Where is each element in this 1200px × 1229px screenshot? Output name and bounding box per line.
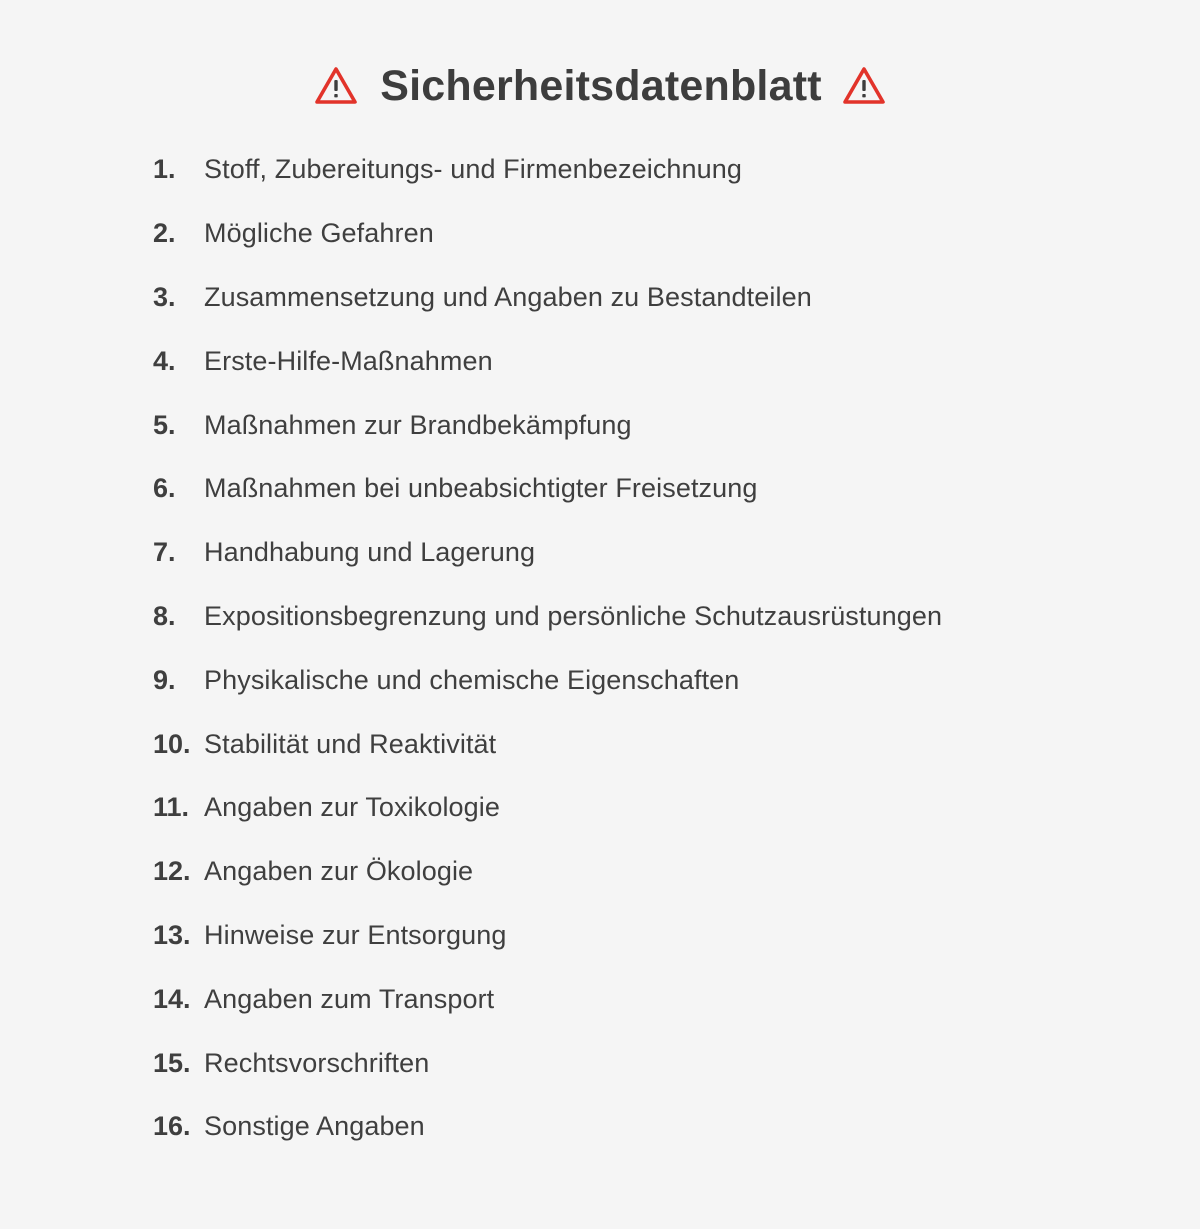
section-label: Maßnahmen zur Brandbekämpfung: [204, 409, 632, 440]
section-number: 3.: [153, 281, 176, 312]
section-label: Handhabung und Lagerung: [204, 537, 536, 568]
section-item-4: [153, 329, 942, 393]
section-item-13: [153, 904, 942, 968]
section-number: 1.: [153, 154, 176, 185]
warning-triangle-icon: [842, 66, 886, 106]
section-label: Expositionsbegrenzung und persönliche Schutzausrüstungen: [204, 600, 943, 631]
section-label: Maßnahmen bei unbeabsichtigter Freisetzung: [204, 473, 758, 504]
section-item-14: [153, 967, 942, 1031]
section-item-12: [153, 840, 942, 904]
section-number: 6.: [153, 473, 176, 504]
section-number: 9.: [153, 664, 176, 695]
section-number: 7.: [153, 537, 176, 568]
section-number: 2.: [153, 218, 176, 249]
section-item-16: [153, 1095, 942, 1159]
section-number: 16.: [153, 1111, 191, 1142]
section-item-9: [153, 648, 942, 712]
section-item-2: [153, 202, 942, 266]
section-number: 12.: [153, 856, 191, 887]
section-item-7: [153, 521, 942, 585]
section-label: Physikalische und chemische Eigenschaften: [204, 664, 740, 695]
section-label: Rechtsvorschriften: [204, 1047, 430, 1078]
section-label: Zusammensetzung und Angaben zu Bestandteilen: [204, 281, 812, 312]
section-item-11: [153, 776, 942, 840]
section-label: Erste-Hilfe-Maßnahmen: [204, 345, 493, 376]
section-label: Stabilität und Reaktivität: [204, 728, 497, 759]
section-item-1: [153, 138, 942, 202]
section-item-15: [153, 1031, 942, 1095]
header: [0, 56, 1200, 116]
section-label: Stoff, Zubereitungs- und Firmenbezeichnung: [204, 154, 743, 185]
section-label: Hinweise zur Entsorgung: [204, 919, 507, 950]
section-item-3: [153, 266, 942, 330]
section-item-8: [153, 585, 942, 649]
section-number: 14.: [153, 983, 191, 1014]
section-list: [153, 138, 942, 1159]
page-title: Sicherheitsdatenblatt: [380, 62, 822, 110]
section-label: Mögliche Gefahren: [204, 218, 434, 249]
section-item-5: [153, 393, 942, 457]
section-number: 15.: [153, 1047, 191, 1078]
section-number: 4.: [153, 345, 176, 376]
section-number: 11.: [153, 792, 190, 823]
section-item-10: [153, 712, 942, 776]
section-label: Sonstige Angaben: [204, 1111, 425, 1142]
section-item-6: [153, 457, 942, 521]
section-label: Angaben zur Ökologie: [204, 856, 474, 887]
section-label: Angaben zum Transport: [204, 983, 495, 1014]
section-number: 8.: [153, 600, 176, 631]
warning-triangle-icon: [314, 66, 358, 106]
section-label: Angaben zur Toxikologie: [204, 792, 501, 823]
section-number: 13.: [153, 919, 191, 950]
section-number: 5.: [153, 409, 176, 440]
section-number: 10.: [153, 728, 191, 759]
